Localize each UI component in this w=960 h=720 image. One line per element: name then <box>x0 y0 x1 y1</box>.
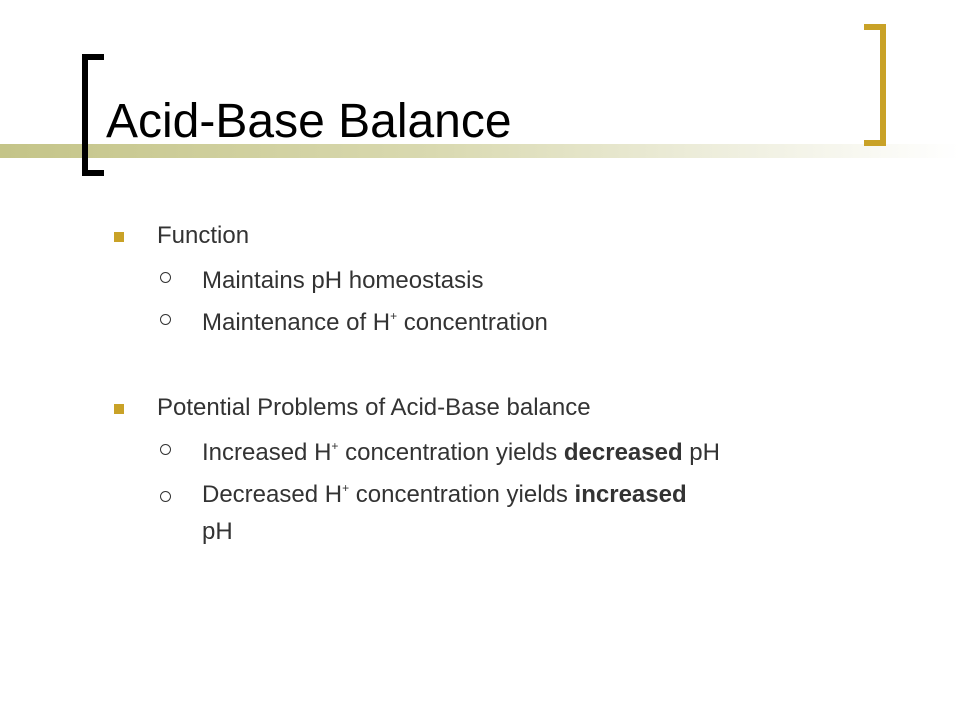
square-bullet-icon <box>114 232 124 242</box>
sub-bullet-text-pre: Decreased H <box>202 481 343 508</box>
emphasis-decreased: decreased <box>563 439 683 466</box>
square-bullet-icon <box>114 404 124 414</box>
sub-bullet-text-post: pH <box>202 518 233 545</box>
circle-bullet-icon <box>160 444 171 455</box>
bullet-function <box>110 212 890 260</box>
circle-bullet-icon <box>160 314 171 325</box>
sub-bullet-h-concentration <box>110 302 890 344</box>
left-bracket-decoration <box>82 54 104 176</box>
sub-bullet-text-post: concentration <box>397 309 548 336</box>
sub-bullet-text-mid: concentration yields <box>338 439 564 466</box>
sub-bullet-increased-h <box>110 432 890 474</box>
sub-bullet-text-mid: concentration yields <box>349 481 575 508</box>
slide-title: Acid-Base Balance <box>106 95 512 148</box>
bullet-text: Potential Problems of Acid-Base balance <box>157 394 591 421</box>
spacer <box>110 344 890 384</box>
right-bracket-decoration <box>864 24 886 146</box>
emphasis-increased: increased <box>574 481 687 508</box>
sub-bullet-decreased-h <box>110 474 890 545</box>
slide-content <box>110 212 890 545</box>
sub-bullet-text: Maintains pH homeostasis <box>202 267 484 294</box>
bullet-potential-problems <box>110 384 890 432</box>
sub-bullet-text-pre: Increased H <box>202 439 332 466</box>
superscript-plus: + <box>390 309 398 323</box>
superscript-plus: + <box>331 439 339 453</box>
sub-bullet-text-post: pH <box>682 439 720 466</box>
superscript-plus: + <box>342 481 350 495</box>
circle-bullet-icon <box>160 272 171 283</box>
bullet-text: Function <box>157 222 250 249</box>
circle-bullet-icon <box>160 491 171 502</box>
sub-bullet-ph-homeostasis <box>110 260 890 302</box>
sub-bullet-text-pre: Maintenance of H <box>202 309 391 336</box>
